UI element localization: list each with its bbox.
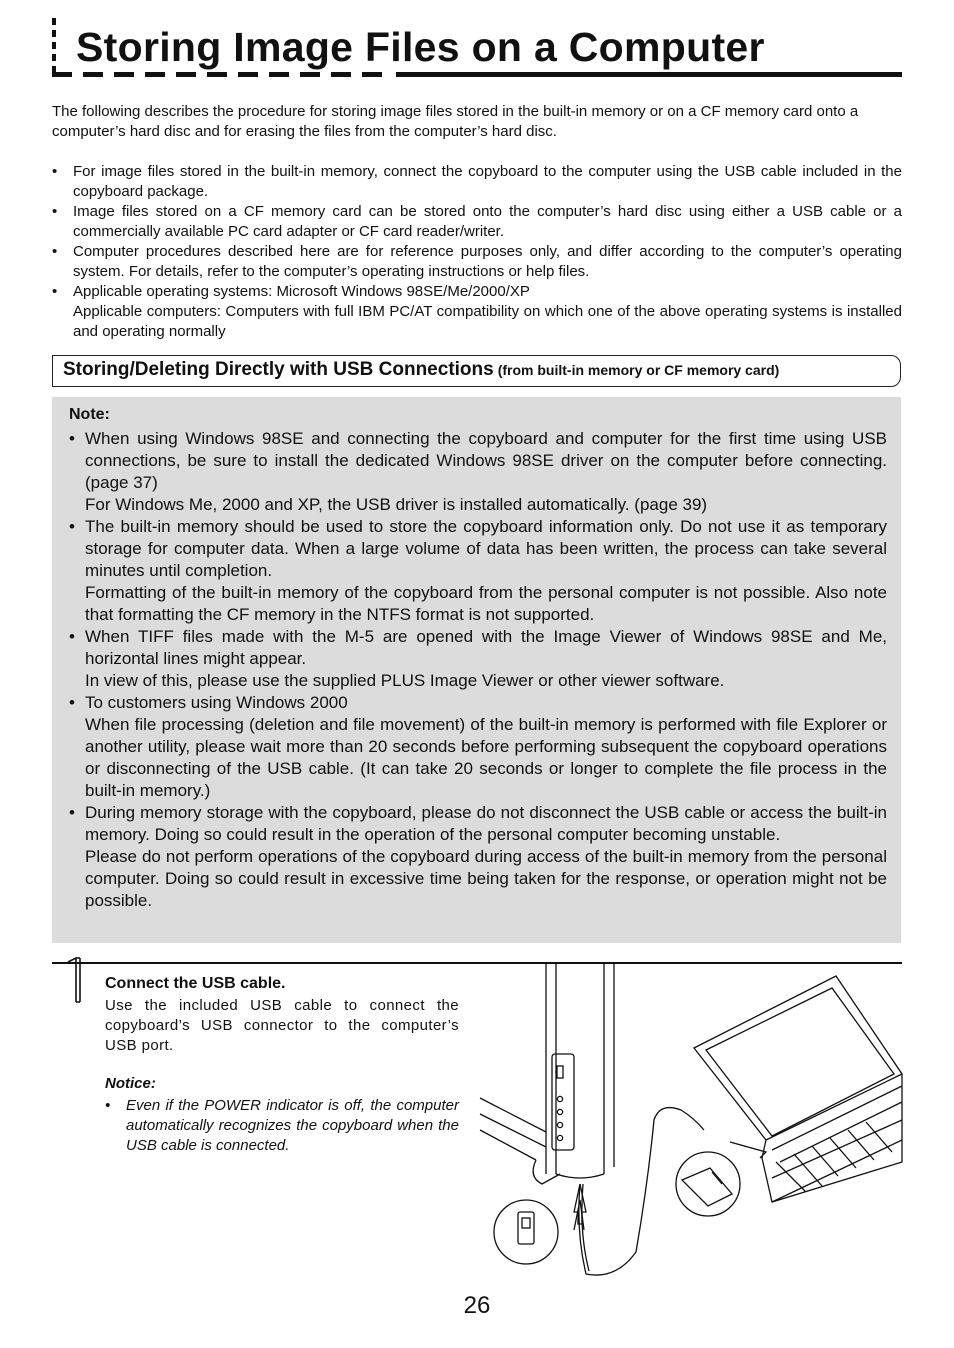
bullet-glyph: •: [69, 429, 75, 448]
note-paragraph: Please do not perform operations of the copyboard during access of the built-in memory from the personal computer. Doing so could result in excessive time being taken for the response, or operation might not be possible.: [85, 847, 887, 910]
list-item: [52, 282, 902, 342]
page-title-block: [52, 14, 902, 82]
note-item: [69, 802, 887, 912]
list-item-text: Computer procedures described here are for reference purposes only, and differ according to the computer’s operating system. For details, refer to the computer’s operating instructions or help files.: [73, 243, 902, 280]
note-item: [69, 692, 887, 802]
note-paragraph: During memory storage with the copyboard, please do not disconnect the USB cable or access the built-in memory. Doing so could result in the operation of the personal computer becoming unstable.: [85, 803, 887, 844]
notice-item: [105, 1096, 459, 1156]
step-title: Connect the USB cable.: [105, 975, 286, 992]
bullet-glyph: •: [69, 803, 75, 822]
note-item: [69, 428, 887, 516]
note-paragraph: The built-in memory should be used to store the copyboard information only. Do not use it as temporary storage for computer data. When a large volume of data has been written, the process can take several minutes until completion.: [85, 517, 887, 580]
intro-bullet-list: [52, 162, 902, 342]
bullet-glyph: •: [69, 693, 75, 712]
list-item: [52, 202, 902, 242]
step-body: Use the included USB cable to connect the copyboard’s USB connector to the computer’s USB port.: [105, 997, 459, 1054]
list-item-subtext: Applicable computers: Computers with full IBM PC/AT compatibility on which one of the above operating systems is installed and operating normally: [73, 303, 902, 340]
bullet-glyph: •: [105, 1097, 111, 1114]
section-heading: [63, 359, 779, 381]
list-item: [52, 242, 902, 282]
note-item: [69, 626, 887, 692]
note-paragraph: When using Windows 98SE and connecting the copyboard and computer for the first time using USB connections, be sure to install the dedicated Windows 98SE driver on the computer before connecting. (page 37): [85, 429, 887, 492]
note-box: [52, 397, 901, 943]
bullet-glyph: •: [69, 627, 75, 646]
note-item: [69, 516, 887, 626]
list-item-text: For image files stored in the built-in memory, connect the copyboard to the computer using the USB cable included in the copyboard package.: [73, 163, 902, 200]
usb-connection-illustration: [476, 962, 904, 1287]
note-heading: Note:: [69, 406, 110, 423]
usb-a-plug-detail-icon: [676, 1152, 740, 1216]
note-paragraph: When file processing (deletion and file movement) of the built-in memory is performed with file Explorer or another utility, please wait more than 20 seconds before performing subsequent the copyboard operations or disconnecting of the USB cable. (It can take 20 seconds or longer to complete the file process in the built-in memory.): [85, 715, 887, 800]
page-number: 26: [463, 1292, 491, 1319]
section-heading-title: Storing/Deleting Directly with USB Connections: [63, 359, 494, 380]
list-item-text: • Applicable operating systems: Microsoft Windows 98SE/Me/2000/XP: [73, 283, 530, 300]
note-paragraph: For Windows Me, 2000 and XP, the USB driver is installed automatically. (page 39): [85, 495, 708, 514]
intro-paragraph: The following describes the procedure for storing image files stored in the built-in memory or on a CF memory card onto a computer’s hard disc and for erasing the files from the computer’s hard disc.: [52, 103, 859, 140]
note-paragraph: In view of this, please use the supplied PLUS Image Viewer or other viewer software.: [85, 671, 725, 690]
step-number-1-icon: [66, 956, 86, 1004]
note-paragraph: Formatting of the built-in memory of the copyboard from the personal computer is not possible. Also note that formatting the CF memory in the NTFS format is not supported.: [85, 583, 887, 624]
title-dashed-underline: [52, 72, 388, 77]
note-paragraph: When TIFF files made with the M-5 are opened with the Image Viewer of Windows 98SE and Me, horizontal lines might appear.: [85, 627, 887, 668]
list-item-text: Image files stored on a CF memory card can be stored onto the computer’s hard disc using either a USB cable or a commercially available PC card adapter or CF card reader/writer.: [73, 203, 902, 240]
notice-text: Even if the POWER indicator is off, the computer automatically recognizes the copyboard when the USB cable is connected.: [126, 1097, 459, 1154]
list-item: [52, 162, 902, 202]
section-heading-box: [52, 355, 901, 387]
title-solid-underline: [396, 72, 902, 77]
title-dashed-vertical-rule: [52, 18, 56, 74]
usb-cable-icon: [574, 1108, 704, 1276]
usb-b-plug-detail-icon: [494, 1200, 558, 1264]
notice-heading: Notice:: [105, 1075, 156, 1092]
copyboard-icon: [480, 964, 614, 1184]
note-paragraph: To customers using Windows 2000: [85, 693, 348, 712]
section-heading-subtitle: (from built-in memory or CF memory card): [497, 362, 780, 378]
page-title: Storing Image Files on a Computer: [76, 24, 765, 70]
bullet-glyph: •: [69, 517, 75, 536]
laptop-computer-icon: [694, 976, 902, 1202]
